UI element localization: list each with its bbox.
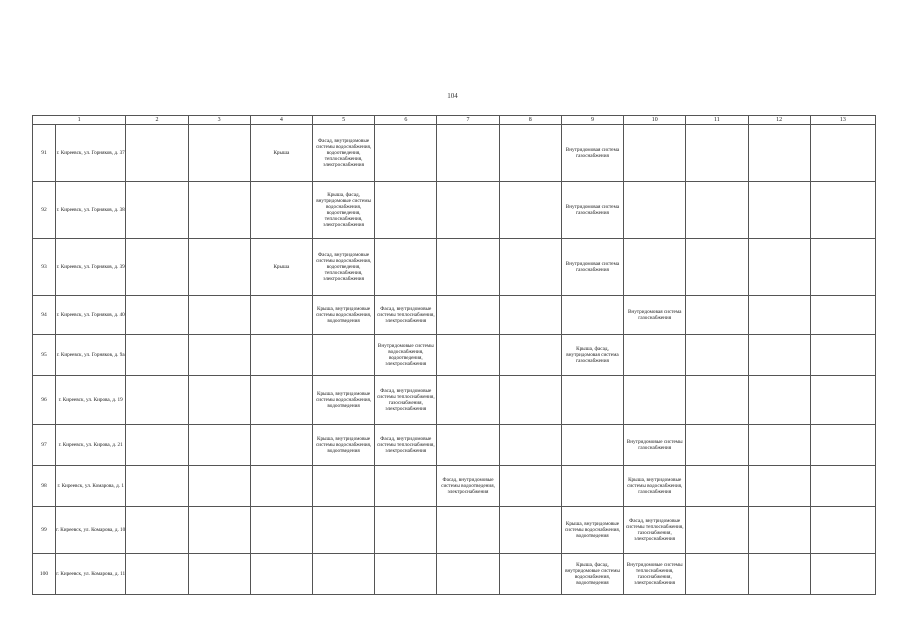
col-10-cell (624, 507, 686, 554)
col-6-cell-text: Внутридомовые системы водоснабжения, водоотведения, электроснабжения (377, 343, 434, 367)
col-4-cell (250, 296, 312, 335)
col-11-cell (686, 376, 748, 425)
col-11-cell (686, 239, 748, 296)
address-cell (56, 554, 126, 595)
col-7-cell (437, 425, 499, 466)
col-6-cell (375, 125, 437, 182)
col-10-cell-text: Внутридомовые системы газоснабжения (626, 439, 683, 451)
col-10-cell (624, 125, 686, 182)
col-2-cell (126, 466, 188, 507)
col-12-cell (748, 376, 810, 425)
col-8-cell (499, 335, 561, 376)
col-5-cell (312, 296, 374, 335)
header-col-1: 1 (33, 116, 126, 125)
table-row (33, 466, 876, 507)
col-13-cell (810, 554, 875, 595)
row-number (33, 554, 56, 595)
col-5-cell (312, 554, 374, 595)
col-8-cell (499, 425, 561, 466)
col-3-cell (188, 376, 250, 425)
col-9-cell (561, 376, 623, 425)
header-col-2: 2 (126, 116, 188, 125)
col-6-cell (375, 335, 437, 376)
row-number-text: 95 (41, 352, 47, 358)
col-12-cell (748, 125, 810, 182)
col-11-cell (686, 125, 748, 182)
col-12-cell (748, 554, 810, 595)
col-9-cell (561, 239, 623, 296)
col-9-cell (561, 466, 623, 507)
col-4-cell (250, 507, 312, 554)
address-cell (56, 507, 126, 554)
col-8-cell (499, 182, 561, 239)
col-2-cell (126, 554, 188, 595)
row-number-text: 93 (41, 264, 47, 270)
col-13-cell (810, 425, 875, 466)
table-row (33, 425, 876, 466)
col-8-cell (499, 507, 561, 554)
col-9-cell-text: Крыша, фасад, внутридомовая система газоснабжения (566, 346, 619, 364)
col-13-cell (810, 182, 875, 239)
col-8-cell (499, 239, 561, 296)
col-5-cell (312, 125, 374, 182)
col-2-cell (126, 239, 188, 296)
col-2-cell (126, 296, 188, 335)
col-5-cell (312, 335, 374, 376)
col-7-cell (437, 376, 499, 425)
col-4-cell (250, 425, 312, 466)
col-10-cell-text: Фасад, внутридомовые системы теплоснабжения, газоснабжения, электроснабжения (625, 518, 684, 542)
address-cell (56, 466, 126, 507)
col-9-cell (561, 296, 623, 335)
row-number-text: 92 (41, 207, 47, 213)
col-11-cell (686, 335, 748, 376)
address-cell-text: г. Киреевск, ул. Горняков, д. 37 (56, 150, 125, 156)
row-number-text: 96 (41, 397, 47, 403)
address-cell-text: г. Киреевск, ул. Кирова, д. 21 (58, 442, 123, 448)
row-number (33, 425, 56, 466)
row-number (33, 182, 56, 239)
col-13-cell (810, 376, 875, 425)
col-13-cell (810, 239, 875, 296)
col-2-cell (126, 507, 188, 554)
col-7-cell (437, 125, 499, 182)
header-col-3: 3 (188, 116, 250, 125)
col-8-cell (499, 125, 561, 182)
col-12-cell (748, 296, 810, 335)
col-9-cell (561, 182, 623, 239)
header-row (33, 116, 876, 125)
col-12-cell (748, 335, 810, 376)
col-5-cell-text: Крыша, внутридомовые системы водоснабжения, водоотведения (316, 306, 372, 324)
col-4-cell (250, 182, 312, 239)
address-cell-text: г. Киреевск, ул. Комарова, д. 10 (56, 527, 126, 533)
col-7-cell (437, 182, 499, 239)
header-col-10: 10 (624, 116, 686, 125)
col-10-cell (624, 376, 686, 425)
col-3-cell (188, 125, 250, 182)
col-5-cell-text: Крыша, фасад, внутридомовые системы водоснабжения, водоотведения, теплоснабжения, электроснабжения (316, 192, 371, 228)
repair-schedule-table (32, 115, 876, 595)
col-4-cell (250, 376, 312, 425)
col-9-cell (561, 507, 623, 554)
col-5-cell-text: Фасад, внутридомовые системы водоснабжения, водоотведения, теплоснабжения, электроснабжения (316, 138, 372, 168)
col-9-cell (561, 554, 623, 595)
col-6-cell (375, 296, 437, 335)
col-8-cell (499, 376, 561, 425)
col-13-cell (810, 507, 875, 554)
col-9-cell-text: Крыша, внутридомовые системы водоснабжения, водоотведения (564, 521, 621, 539)
col-9-cell-text: Внутридомовая система газоснабжения (565, 204, 620, 216)
col-9-cell-text: Внутридомовая система газоснабжения (565, 147, 620, 159)
row-number-text: 91 (41, 150, 47, 156)
col-10-cell (624, 425, 686, 466)
col-12-cell (748, 239, 810, 296)
header-col-11: 11 (686, 116, 748, 125)
table-row (33, 296, 876, 335)
table-row (33, 125, 876, 182)
header-col-13: 13 (810, 116, 875, 125)
col-4-cell-text: Крыша (273, 150, 290, 156)
col-13-cell (810, 296, 875, 335)
header-col-5: 5 (312, 116, 374, 125)
table-row (33, 182, 876, 239)
col-6-cell (375, 376, 437, 425)
col-8-cell (499, 466, 561, 507)
address-cell (56, 296, 126, 335)
col-11-cell (686, 296, 748, 335)
col-9-cell (561, 125, 623, 182)
col-12-cell (748, 466, 810, 507)
row-number (33, 239, 56, 296)
col-11-cell (686, 466, 748, 507)
col-12-cell (748, 425, 810, 466)
row-number-text: 98 (41, 483, 47, 489)
col-3-cell (188, 182, 250, 239)
col-11-cell (686, 507, 748, 554)
col-9-cell-text: Внутридомовая система газоснабжения (565, 261, 620, 273)
col-8-cell (499, 554, 561, 595)
col-6-cell-text: Фасад, внутридомовые системы теплоснабжения, электроснабжения (377, 306, 435, 324)
address-cell (56, 125, 126, 182)
col-5-cell (312, 376, 374, 425)
table-row (33, 239, 876, 296)
col-10-cell (624, 182, 686, 239)
col-4-cell (250, 239, 312, 296)
address-cell-text: г. Киреевск, ул. Кирова, д. 19 (58, 397, 123, 403)
header-col-4: 4 (250, 116, 312, 125)
col-11-cell (686, 425, 748, 466)
col-5-cell (312, 182, 374, 239)
header-col-12: 12 (748, 116, 810, 125)
col-4-cell (250, 466, 312, 507)
page-number: 104 (447, 92, 458, 100)
col-3-cell (188, 425, 250, 466)
row-number (33, 466, 56, 507)
col-2-cell (126, 182, 188, 239)
col-13-cell (810, 466, 875, 507)
col-3-cell (188, 466, 250, 507)
col-12-cell (748, 507, 810, 554)
col-10-cell-text: Внутридомовая система газоснабжения (627, 309, 682, 321)
col-4-cell (250, 125, 312, 182)
col-2-cell (126, 376, 188, 425)
col-9-cell-text: Крыша, фасад, внутридомовые системы водоснабжения, водоотведения (565, 562, 620, 586)
row-number-text: 100 (39, 571, 49, 577)
col-10-cell-text: Крыша, внутридомовые системы водоснабжения, газоснабжения (627, 477, 683, 495)
col-4-cell-text: Крыша (273, 264, 290, 270)
col-10-cell (624, 335, 686, 376)
address-cell (56, 425, 126, 466)
table-row (33, 554, 876, 595)
row-number (33, 507, 56, 554)
col-8-cell (499, 296, 561, 335)
col-9-cell (561, 425, 623, 466)
col-4-cell (250, 335, 312, 376)
col-13-cell (810, 125, 875, 182)
col-5-cell (312, 507, 374, 554)
row-number (33, 376, 56, 425)
header-col-7: 7 (437, 116, 499, 125)
address-cell (56, 335, 126, 376)
address-cell (56, 182, 126, 239)
col-10-cell-text: Внутридомовые системы теплоснабжения, газоснабжения, электроснабжения (626, 562, 683, 586)
address-cell-text: г. Киреевск, ул. Комарова, д. 1 (57, 483, 124, 489)
col-5-cell (312, 466, 374, 507)
col-7-cell (437, 239, 499, 296)
table-row (33, 335, 876, 376)
address-cell-text: г. Киреевск, ул. Комарова, д. 11 (56, 571, 126, 577)
row-number (33, 296, 56, 335)
row-number (33, 125, 56, 182)
col-11-cell (686, 554, 748, 595)
col-11-cell (686, 182, 748, 239)
address-cell-text: г. Киреевск, ул. Горняков, д. 40 (56, 312, 125, 318)
col-7-cell (437, 335, 499, 376)
col-7-cell-text: Фасад, внутридомовые системы водоотведения, электроснабжения (441, 477, 495, 495)
col-3-cell (188, 335, 250, 376)
col-10-cell (624, 239, 686, 296)
col-10-cell (624, 296, 686, 335)
table-row (33, 376, 876, 425)
col-7-cell (437, 296, 499, 335)
col-12-cell (748, 182, 810, 239)
col-5-cell-text: Фасад, внутридомовые системы водоснабжения, водоотведения, теплоснабжения, электроснабжения (316, 252, 372, 282)
col-6-cell (375, 554, 437, 595)
col-7-cell (437, 466, 499, 507)
row-number-text: 99 (41, 527, 47, 533)
col-4-cell (250, 554, 312, 595)
col-7-cell (437, 507, 499, 554)
col-6-cell (375, 239, 437, 296)
col-13-cell (810, 335, 875, 376)
col-5-cell (312, 239, 374, 296)
col-2-cell (126, 125, 188, 182)
col-2-cell (126, 335, 188, 376)
header-col-6: 6 (375, 116, 437, 125)
col-2-cell (126, 425, 188, 466)
col-6-cell (375, 466, 437, 507)
col-10-cell (624, 466, 686, 507)
col-7-cell (437, 554, 499, 595)
address-cell (56, 376, 126, 425)
col-6-cell (375, 182, 437, 239)
row-number (33, 335, 56, 376)
col-6-cell-text: Фасад, внутридомовые системы теплоснабжения, электроснабжения (377, 436, 435, 454)
col-10-cell (624, 554, 686, 595)
address-cell-text: г. Киреевск, ул. Горняков, д. 9а (56, 352, 125, 358)
col-6-cell-text: Фасад, внутридомовые системы теплоснабжения, газоснабжения, электроснабжения (377, 388, 435, 412)
col-6-cell (375, 507, 437, 554)
header-col-8: 8 (499, 116, 561, 125)
col-3-cell (188, 296, 250, 335)
col-5-cell-text: Крыша, внутридомовые системы водоснабжения, водоотведения (316, 391, 372, 409)
col-6-cell (375, 425, 437, 466)
address-cell (56, 239, 126, 296)
address-cell-text: г. Киреевск, ул. Горняков, д. 38 (56, 207, 125, 213)
address-cell-text: г. Киреевск, ул. Горняков, д. 39 (56, 264, 125, 270)
row-number-text: 94 (41, 312, 47, 318)
header-col-9: 9 (561, 116, 623, 125)
col-5-cell (312, 425, 374, 466)
row-number-text: 97 (41, 442, 47, 448)
col-3-cell (188, 507, 250, 554)
col-3-cell (188, 239, 250, 296)
col-3-cell (188, 554, 250, 595)
col-9-cell (561, 335, 623, 376)
col-5-cell-text: Крыша, внутридомовые системы водоснабжения, водоотведения (316, 436, 372, 454)
table-row (33, 507, 876, 554)
